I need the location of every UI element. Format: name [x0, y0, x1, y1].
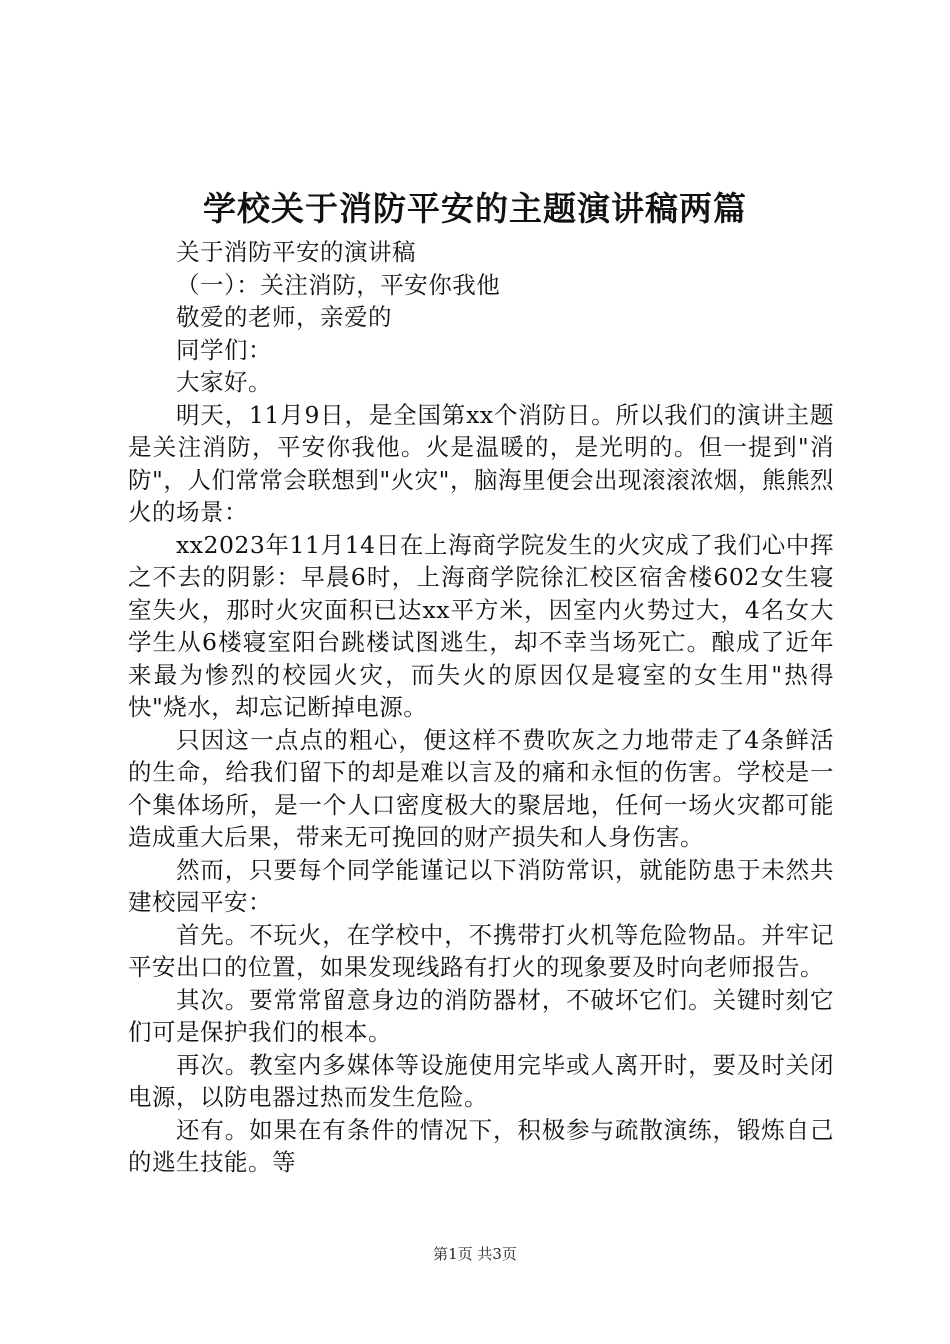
paragraph-salutation-cont: 同学们：	[176, 335, 272, 364]
paragraph-body: xx2023年11月14日在上海商学院发生的火灾成了我们心中挥之不去的阴影：早晨6时，上海商学院徐汇校区宿舍楼602女生寝室失火，那时火灾面积已达xx平方米，因室内火势过大，4名女大学生从6楼寝室阳台跳楼试图逃生，却不幸当场死亡。酿成了近年来最为惨烈的校园火灾，而失火的原因仅是寝室的女生用"热得快"烧水，却忘记断掉电源。	[128, 530, 834, 721]
paragraph-greeting: 大家好。	[176, 368, 272, 396]
document-body	[128, 236, 834, 1179]
paragraph-body: 然而，只要每个同学能谨记以下消防常识，就能防患于未然共建校园平安：	[128, 855, 834, 916]
paragraph-body: 只因这一点点的粗心，便这样不费吹灰之力地带走了4条鲜活的生命，给我们留下的却是难以言及的痛和永恒的伤害。学校是一个集体场所，是一个人口密度极大的聚居地，任何一场火灾都可能造成重大后果，带来无可挽回的财产损失和人身伤害。	[128, 725, 834, 851]
paragraph-body: 首先。不玩火，在学校中，不携带打火机等危险物品。并牢记平安出口的位置，如果发现线路有打火的现象要及时向老师报告。	[128, 920, 834, 981]
paragraph-section-heading: （一）：关注消防，平安你我他	[176, 270, 501, 299]
paragraph-body: 明天，11月9日，是全国第xx个消防日。所以我们的演讲主题是关注消防，平安你我他。火是温暖的，是光明的。但一提到"消防"，人们常常会联想到"火灾"，脑海里便会出现滚滚浓烟，熊熊烈火的场景：	[128, 400, 834, 526]
document-title: 学校关于消防平安的主题演讲稿两篇	[203, 189, 747, 228]
paragraph-subtitle: 关于消防平安的演讲稿	[176, 238, 416, 266]
paragraph-salutation: 敬爱的老师，亲爱的	[176, 303, 392, 331]
paragraph-body: 其次。要常常留意身边的消防器材，不破坏它们。关键时刻它们可是保护我们的根本。	[128, 985, 834, 1046]
paragraph-body: 还有。如果在有条件的情况下，积极参与疏散演练，锻炼自己的逃生技能。等	[128, 1115, 834, 1176]
page-number-footer: 第1页 共3页	[433, 1245, 517, 1263]
paragraph-body: 再次。教室内多媒体等设施使用完毕或人离开时，要及时关闭电源，以防电器过热而发生危险。	[128, 1050, 834, 1111]
